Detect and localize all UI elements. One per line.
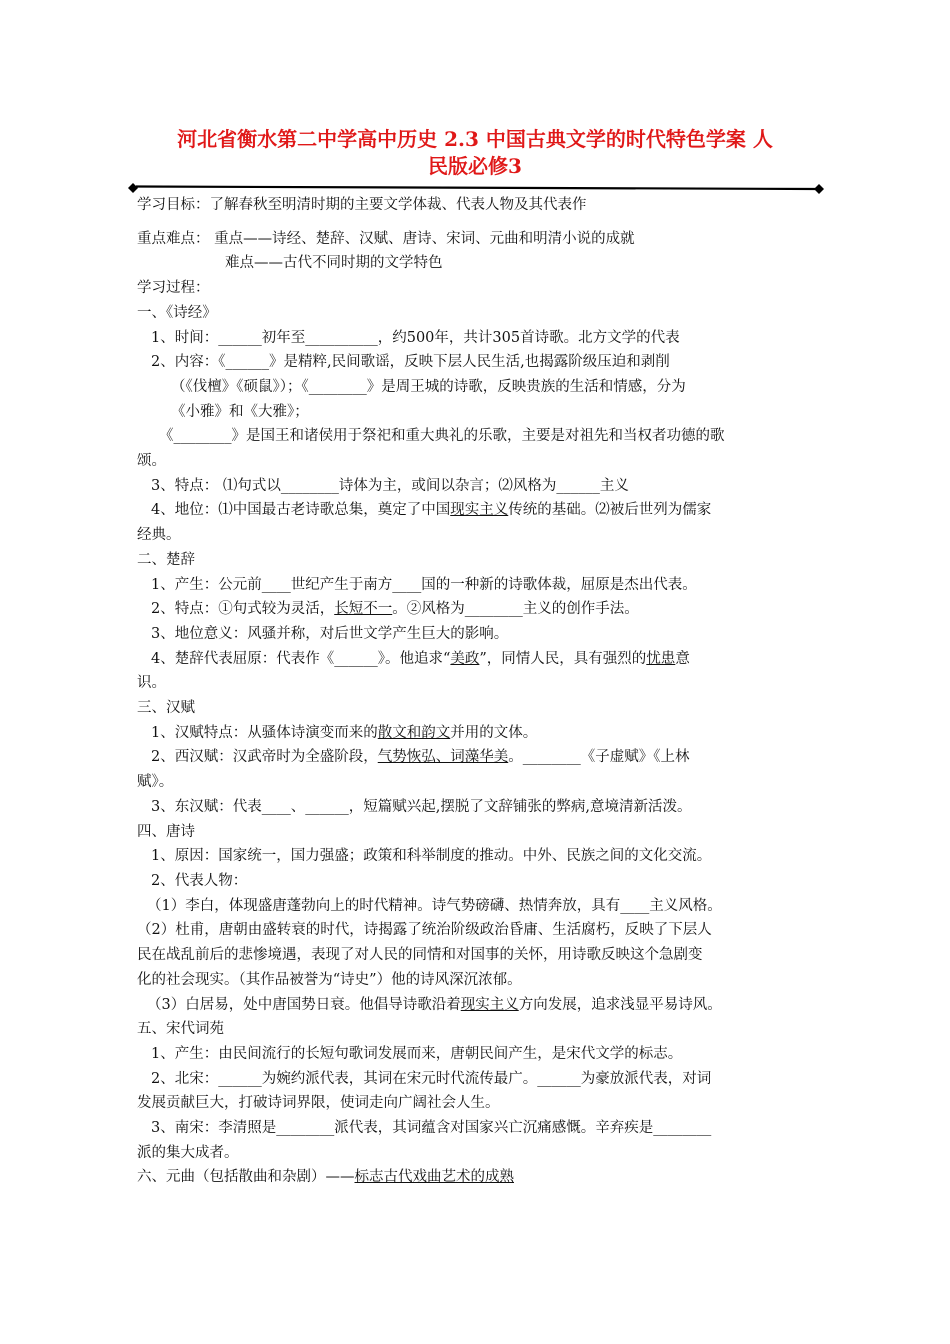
shijing-status-cont: 经典。 [137, 527, 181, 544]
chuci-quyuan-cont: 识。 [137, 675, 166, 692]
southern-song: 3、南宋：李清照是________派代表，其词蕴含对国家兴亡沉痛感慨。辛弃疾是________ [151, 1120, 712, 1137]
shijing-content-cont: 《小雅》和《大雅》； [171, 403, 309, 420]
underlined-term: 现实主义 [460, 996, 519, 1013]
figure-bai-juyi: （3）白居易，处中唐国势日衰。他倡导诗歌沿着现实主义方向发展，追求浅显平易诗风。 [147, 996, 722, 1013]
northern-song-cont: 发展贡献巨大，打破诗词界限，使词走向广阔社会人生。 [137, 1095, 500, 1112]
western-han-fu-cont: 赋》。 [137, 774, 174, 791]
shijing-content-cont: （《伐檀》《硕鼠》）；《________》是周王城的诗歌，反映贵族的生活和情感，分为 [171, 378, 686, 395]
underlined-term: 标志古代戏曲艺术的成熟 [354, 1169, 514, 1186]
shijing-content: 2、内容：《______》是精粹,民间歌谣，反映下层人民生活,也揭露阶级压迫和剥削 [151, 354, 670, 371]
difficult-points: 难点——古代不同时期的文学特色 [225, 255, 443, 272]
chuci-features: 2、特点：①句式较为灵活，长短不一。②风格为________主义的创作手法。 [151, 601, 639, 618]
key-points: 重点难点： 重点——诗经、楚辞、汉赋、唐诗、宋词、元曲和明清小说的成就 [137, 230, 635, 247]
shijing-features: 3、特点： ⑴句式以________诗体为主，或间以杂言；⑵风格为______主义 [151, 477, 629, 494]
figure-du-fu-cont: 民在战乱前后的悲惨境遇，表现了对人民的同情和对国事的关怀，用诗歌反映这个急剧变 [137, 947, 703, 964]
tangshi-reasons: 1、原因：国家统一，国力强盛；政策和科举制度的推动。中外、民族之间的文化交流。 [151, 848, 712, 865]
section-heading-yuanqu: 六、元曲（包括散曲和杂剧）——标志古代戏曲艺术的成熟 [137, 1169, 514, 1186]
underlined-term: 美政 [450, 650, 480, 667]
chuci-significance: 3、地位意义：风骚并称，对后世文学产生巨大的影响。 [151, 625, 509, 642]
western-han-fu: 2、西汉赋：汉武帝时为全盛阶段，气势恢弘、词藻华美。________《子虚赋》《上林 [151, 749, 690, 766]
underlined-term: 现实主义 [450, 502, 509, 519]
worksheet-body [137, 193, 819, 1190]
process-heading: 学习过程： [137, 280, 210, 297]
learning-goal: 学习目标：了解春秋至明清时期的主要文学体裁、代表人物及其代表作 [137, 197, 587, 213]
tangshi-figures: 2、代表人物： [151, 872, 248, 889]
section-heading-tangshi: 四、唐诗 [137, 823, 195, 840]
title-line-1: 河北省衡水第二中学高中历史 2.3 中国古典文学的时代特色学案 人 [177, 127, 773, 151]
title-line-2: 民版必修3 [428, 154, 522, 178]
hanfu-features: 1、汉赋特点：从骚体诗演变而来的散文和韵文并用的文体。 [151, 724, 538, 741]
eastern-han-fu: 3、东汉赋：代表____、______，短篇赋兴起,摆脱了文辞铺张的弊病,意境清新活泼。 [151, 798, 692, 815]
document-title [110, 126, 840, 180]
underlined-term: 气势恢弘、词藻华美 [377, 749, 509, 766]
underlined-term: 散文和韵文 [377, 724, 451, 741]
chuci-quyuan: 4、楚辞代表屈原：代表作《______》。他追求“美政”，同情人民，具有强烈的忧患意 [151, 650, 690, 667]
underlined-term: 长短不一 [334, 601, 393, 618]
section-heading-shijing: 一、《诗经》 [137, 304, 217, 321]
northern-song: 2、北宋：______为婉约派代表，其词在宋元时代流传最广。______为豪放派代表，对词 [151, 1070, 712, 1087]
songci-origin: 1、产生：由民间流行的长短句歌词发展而来，唐朝民间产生，是宋代文学的标志。 [151, 1045, 683, 1062]
southern-song-cont: 派的集大成者。 [137, 1144, 239, 1161]
figure-du-fu-cont: 化的社会现实。（其作品被誉为“诗史”）他的诗风深沉浓郁。 [137, 971, 522, 988]
section-heading-chuci: 二、楚辞 [137, 551, 195, 568]
shijing-status: 4、地位：⑴中国最古老诗歌总集，奠定了中国现实主义传统的基础。⑵被后世列为儒家 [151, 502, 712, 519]
figure-li-bai: （1）李白，体现盛唐蓬勃向上的时代精神。诗气势磅礴、热情奔放，具有____主义风格。 [147, 897, 722, 914]
section-heading-hanfu: 三、汉赋 [137, 700, 195, 717]
shijing-song: 《________》是国王和诸侯用于祭祀和重大典礼的乐歌，主要是对祖先和当权者功德的歌 [159, 428, 725, 445]
shijing-song-cont: 颂。 [137, 453, 166, 470]
chuci-origin: 1、产生：公元前____世纪产生于南方____国的一种新的诗歌体裁，屈原是杰出代表。 [151, 576, 697, 593]
figure-du-fu: （2）杜甫，唐朝由盛转衰的时代，诗揭露了统治阶级政治昏庸、生活腐朽，反映了下层人 [137, 922, 712, 939]
section-heading-songci: 五、宋代词苑 [137, 1021, 224, 1038]
underlined-term: 忧患 [646, 650, 676, 667]
shijing-time: 1、时间：______初年至__________，约500年，共计305首诗歌。北方文学的代表 [151, 329, 680, 346]
